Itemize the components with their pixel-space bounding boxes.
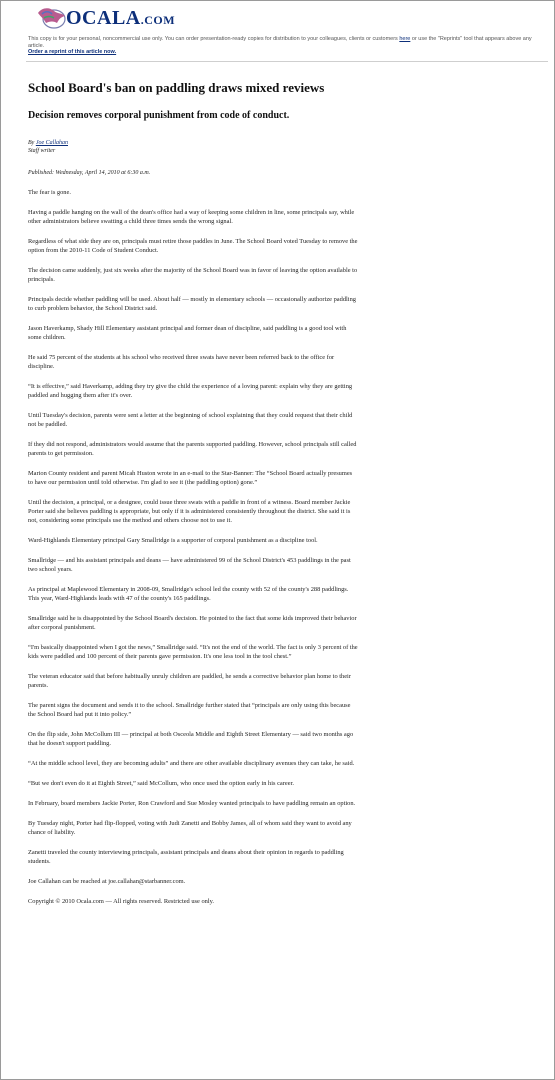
article-paragraph: The decision came suddenly, just six weeks after the majority of the School Board was in favor of leaving the option available to principals. — [28, 267, 358, 283]
site-logo[interactable] — [32, 4, 175, 32]
header-divider — [26, 61, 548, 62]
horse-logo-icon — [32, 5, 68, 31]
article-paragraph: By Tuesday night, Porter had flip-flopped, voting with Judi Zanetti and Bobby James, all of whom said they want to avoid any chance of liability. — [28, 820, 352, 836]
article-paragraph: The fear is gone. — [28, 189, 71, 196]
reprint-notice — [28, 36, 548, 56]
article-paragraph: Smallridge said he is disappointed by the School Board's decision. He pointed to the fact that some kids improved their behavior after corporal punishment. — [28, 615, 357, 631]
article-paragraph: If they did not respond, administrators would assume that the parents supported paddling. However, school principals still called parents to get permission. — [28, 441, 357, 457]
article-paragraph: Smallridge — and his assistant principals and deans — have administered 99 of the School District's 453 paddlings in the past two school years. — [28, 557, 351, 573]
article-paragraph: Jason Haverkamp, Shady Hill Elementary assistant principal and former dean of discipline, said paddling is a good tool with some children. — [28, 325, 347, 341]
article-paragraph: Ward-Highlands Elementary principal Gary Smallridge is a supporter of corporal punishment as a discipline tool. — [28, 537, 318, 544]
notice-text-2: or use the "Reprints" tool that appears above any article. — [28, 36, 532, 49]
article-paragraph: Principals decide whether paddling will be used. About half — mostly in elementary schools — occasionally authorize paddling to curb problem behavior, the School District said. — [28, 296, 356, 312]
site-header — [26, 4, 546, 60]
article-body — [28, 188, 358, 906]
article-subhead: Decision removes corporal punishment from code of conduct. — [28, 110, 290, 121]
article-paragraph: On the flip side, John McCollum III — principal at both Osceola Middle and Eighth Street Elementary — said two months ago that he doesn't support paddling. — [28, 731, 354, 747]
article-paragraph: As principal at Maplewood Elementary in 2008-09, Smallridge's school led the county with 52 of the county's 288 paddlings. This year, Ward-Highlands leads with 47 of the county's 165 paddlings. — [28, 586, 349, 602]
article-paragraph: Having a paddle hanging on the wall of the dean's office had a way of keeping some children in line, some principals say, while other administrators believe swatting a child three times sends the wrong signal. — [28, 209, 355, 225]
byline — [28, 139, 358, 155]
article-paragraph: Until the decision, a principal, or a designee, could issue three swats with a paddle in front of a witness. Board member Jackie Porter said she believes paddling is appropriate, but only if it is administered consistently throughout the district. She said it is not, considering some principals use the method and others choose not to use it. — [28, 499, 351, 524]
article-paragraph: The veteran educator said that before habitually unruly children are paddled, he sends a corrective behavior plan home to their parents. — [28, 673, 351, 689]
article-paragraph: In February, board members Jackie Porter, Ron Crawford and Sue Mosley wanted principals to have paddling remain an option. — [28, 800, 356, 807]
article-paragraph: “But we don't even do it at Eighth Street,” said McCollum, who once used the option early in his career. — [28, 780, 294, 787]
published-date: Published: Wednesday, April 14, 2010 at 6:30 a.m. — [28, 170, 151, 176]
article-headline: School Board's ban on paddling draws mixed reviews — [28, 80, 325, 95]
article — [28, 80, 358, 906]
article-paragraph: He said 75 percent of the students at his school who received three swats have never been referred back to the office for discipline. — [28, 354, 335, 370]
article-paragraph: Until Tuesday's decision, parents were sent a letter at the beginning of school explaining that they could request that their child not be paddled. — [28, 412, 353, 428]
article-paragraph: Copyright © 2010 Ocala.com — All rights reserved. Restricted use only. — [28, 898, 215, 905]
article-paragraph: The parent signs the document and sends it to the school. Smallridge further stated that “principals are only using this because the School Board had put it into policy.” — [28, 702, 351, 718]
article-paragraph: Regardless of what side they are on, principals must retire those paddles in June. The School Board voted Tuesday to remove the option from the 2010-11 Code of Student Conduct. — [28, 238, 358, 254]
article-paragraph: “I'm basically disappointed when I got the news,” Smallridge said. “It's not the end of the world. The fact is only 3 percent of the kids were paddled and 100 percent of their parents gave permission. It's one less tool in the tool chest.” — [28, 644, 358, 660]
reprint-link[interactable]: Order a reprint of this article now. — [28, 49, 117, 56]
notice-here-link[interactable]: here — [399, 36, 411, 42]
article-paragraph: “At the middle school level, they are becoming adults” and there are other available disciplinary avenues they can take, he said. — [28, 760, 355, 767]
author-link[interactable]: Joe Callahan — [35, 140, 68, 146]
article-paragraph: Marion County resident and parent Micah Huston wrote in an e-mail to the Star-Banner: The “School Board actually presumes to have our permission until told otherwise. I'm glad to see it (the paddling option) gone.” — [28, 470, 353, 486]
byline-by: By — [28, 140, 35, 146]
notice-text: This copy is for your personal, noncommercial use only. You can order presentation-ready copies for distribution to your colleagues, clients or customers — [28, 36, 398, 42]
article-paragraph: Zanetti traveled the county interviewing principals, assistant principals and deans about their opinion in regards to paddling students. — [28, 849, 344, 865]
article-paragraph: “It is effective,” said Haverkamp, adding they try give the child the experience of a loving parent: explain why they are getting paddled and hugging them after it's over. — [28, 383, 353, 399]
author-title: Staff writer — [28, 148, 56, 154]
article-paragraph: Joe Callahan can be reached at joe.callahan@starbanner.com. — [28, 878, 186, 885]
logo-wordmark: OCALA.COM — [66, 6, 176, 29]
